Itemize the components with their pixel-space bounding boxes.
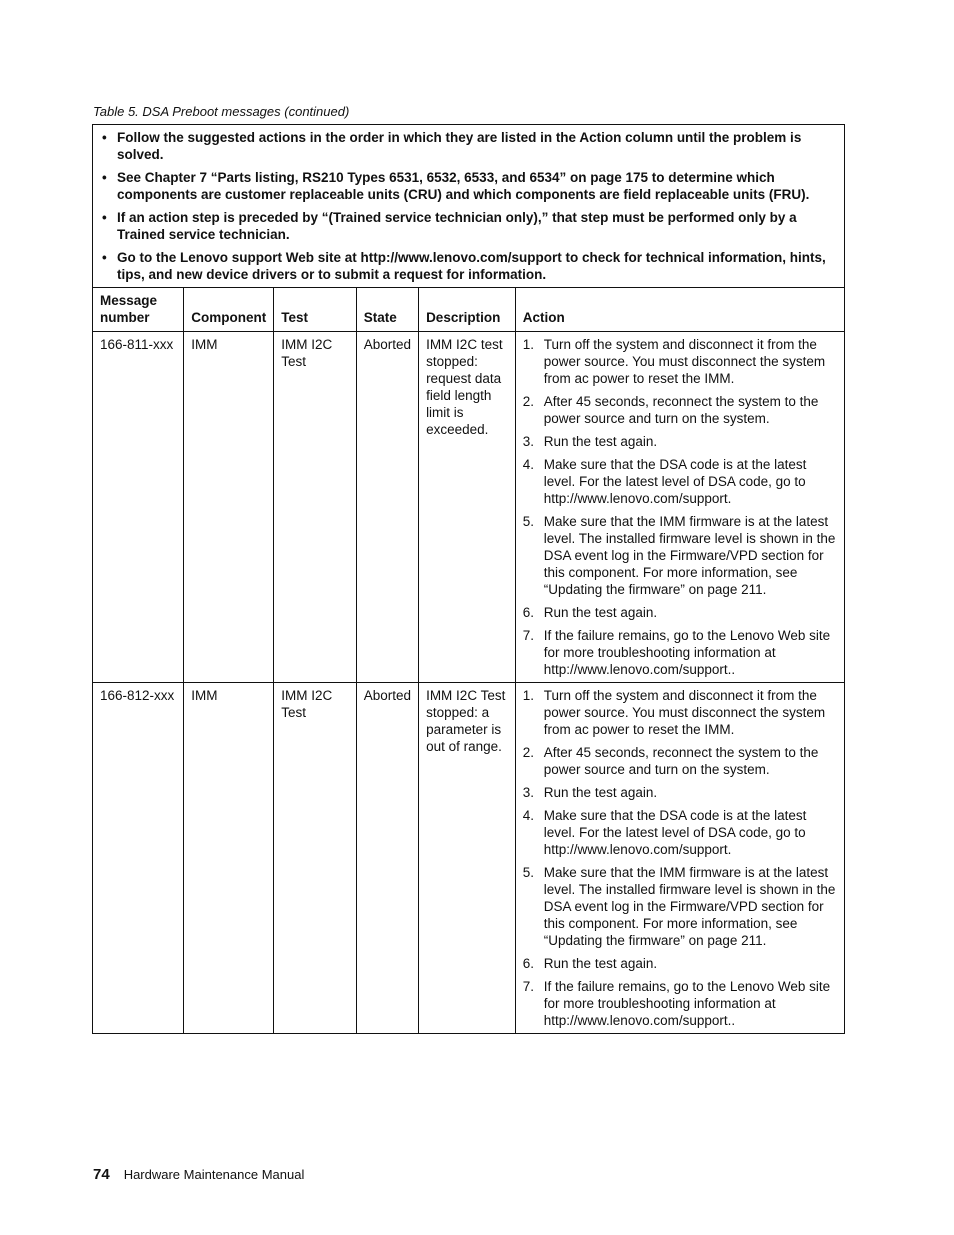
- step-number: 1.: [522, 337, 535, 352]
- step-text: Run the test again.: [543, 434, 658, 449]
- step-text: If the failure remains, go to the Lenovo Web site for more troubleshooting information at http://www.lenovo.com/support..: [543, 628, 831, 677]
- header-test: Test: [274, 288, 356, 332]
- header-state: State: [356, 288, 418, 332]
- table-row: [93, 332, 845, 683]
- header-action: Action: [515, 288, 844, 332]
- action-step: [523, 955, 837, 972]
- step-text: Run the test again.: [543, 785, 658, 800]
- step-text: Turn off the system and disconnect it from the power source. You must disconnect the system from ac power to reset the IMM.: [543, 337, 826, 386]
- step-number: 4.: [522, 457, 535, 472]
- message-number-cell: 166-812-xxx: [93, 683, 184, 1034]
- action-step: [523, 627, 837, 678]
- step-number: 3.: [522, 785, 535, 800]
- note-item: • See Chapter 7 “Parts listing, RS210 Types 6531, 6532, 6533, and 6534” on page 175 to determine which components are customer replaceable units (CRU) and which components are field replaceable units (FRU).: [100, 169, 837, 203]
- action-step: [523, 604, 837, 621]
- action-steps-list: [523, 336, 837, 678]
- action-step: [523, 456, 837, 507]
- action-step: [523, 784, 837, 801]
- test-cell: IMM I2C Test: [274, 332, 356, 683]
- state-cell: Aborted: [356, 332, 418, 683]
- step-text: Turn off the system and disconnect it from the power source. You must disconnect the system from ac power to reset the IMM.: [543, 688, 826, 737]
- step-number: 1.: [522, 688, 535, 703]
- step-number: 2.: [522, 394, 535, 409]
- header-component: Component: [184, 288, 274, 332]
- step-text: Make sure that the DSA code is at the latest level. For the latest level of DSA code, go to http://www.lenovo.com/support.: [543, 808, 807, 857]
- step-text: Run the test again.: [543, 956, 658, 971]
- step-number: 5.: [522, 514, 535, 529]
- action-cell: [515, 683, 844, 1034]
- action-step: [523, 336, 837, 387]
- step-text: Make sure that the DSA code is at the latest level. For the latest level of DSA code, go to http://www.lenovo.com/support.: [543, 457, 807, 506]
- action-step: [523, 807, 837, 858]
- description-cell: IMM I2C Test stopped: a parameter is out of range.: [419, 683, 516, 1034]
- table-caption: Table 5. DSA Preboot messages (continued): [93, 104, 350, 119]
- notes-cell: [93, 125, 845, 288]
- step-number: 2.: [522, 745, 535, 760]
- header-message-number: Message number: [93, 288, 184, 332]
- message-number-cell: 166-811-xxx: [93, 332, 184, 683]
- dsa-preboot-messages-table: [92, 124, 845, 1034]
- notes-list: [100, 129, 837, 283]
- page-footer: [93, 1166, 304, 1183]
- component-cell: IMM: [184, 332, 274, 683]
- action-step: [523, 433, 837, 450]
- description-cell: IMM I2C test stopped: request data field length limit is exceeded.: [419, 332, 516, 683]
- action-step: [523, 687, 837, 738]
- component-cell: IMM: [184, 683, 274, 1034]
- step-text: After 45 seconds, reconnect the system to the power source and turn on the system.: [543, 394, 819, 426]
- header-row: [93, 288, 845, 332]
- manual-title: Hardware Maintenance Manual: [123, 1167, 305, 1182]
- action-step: [523, 393, 837, 427]
- action-steps-list: [523, 687, 837, 1029]
- action-step: [523, 864, 837, 949]
- state-cell: Aborted: [356, 683, 418, 1034]
- note-item: • Follow the suggested actions in the order in which they are listed in the Action column until the problem is solved.: [100, 129, 837, 163]
- step-text: Make sure that the IMM firmware is at the latest level. The installed firmware level is shown in the DSA event log in the Firmware/VPD section for this component. For more information, see “Updating the firmware” on page 211.: [543, 865, 836, 948]
- notes-row: [93, 125, 845, 288]
- note-item: • Go to the Lenovo support Web site at http://www.lenovo.com/support to check for technical information, hints, tips, and new device drivers or to submit a request for information.: [100, 249, 837, 283]
- action-cell: [515, 332, 844, 683]
- header-description: Description: [419, 288, 516, 332]
- step-number: 4.: [522, 808, 535, 823]
- step-text: Run the test again.: [543, 605, 658, 620]
- action-step: [523, 978, 837, 1029]
- step-number: 7.: [522, 979, 535, 994]
- note-item: • If an action step is preceded by “(Trained service technician only),” that step must be performed only by a Trained service technician.: [100, 209, 837, 243]
- step-number: 7.: [522, 628, 535, 643]
- test-cell: IMM I2C Test: [274, 683, 356, 1034]
- step-text: Make sure that the IMM firmware is at the latest level. The installed firmware level is shown in the DSA event log in the Firmware/VPD section for this component. For more information, see “Updating the firmware” on page 211.: [543, 514, 836, 597]
- step-text: If the failure remains, go to the Lenovo Web site for more troubleshooting information at http://www.lenovo.com/support..: [543, 979, 831, 1028]
- action-step: [523, 513, 837, 598]
- step-number: 6.: [522, 605, 535, 620]
- page-number: 74: [93, 1166, 110, 1183]
- step-text: After 45 seconds, reconnect the system to the power source and turn on the system.: [543, 745, 819, 777]
- action-step: [523, 744, 837, 778]
- table-row: [93, 683, 845, 1034]
- step-number: 3.: [522, 434, 535, 449]
- step-number: 5.: [522, 865, 535, 880]
- step-number: 6.: [522, 956, 535, 971]
